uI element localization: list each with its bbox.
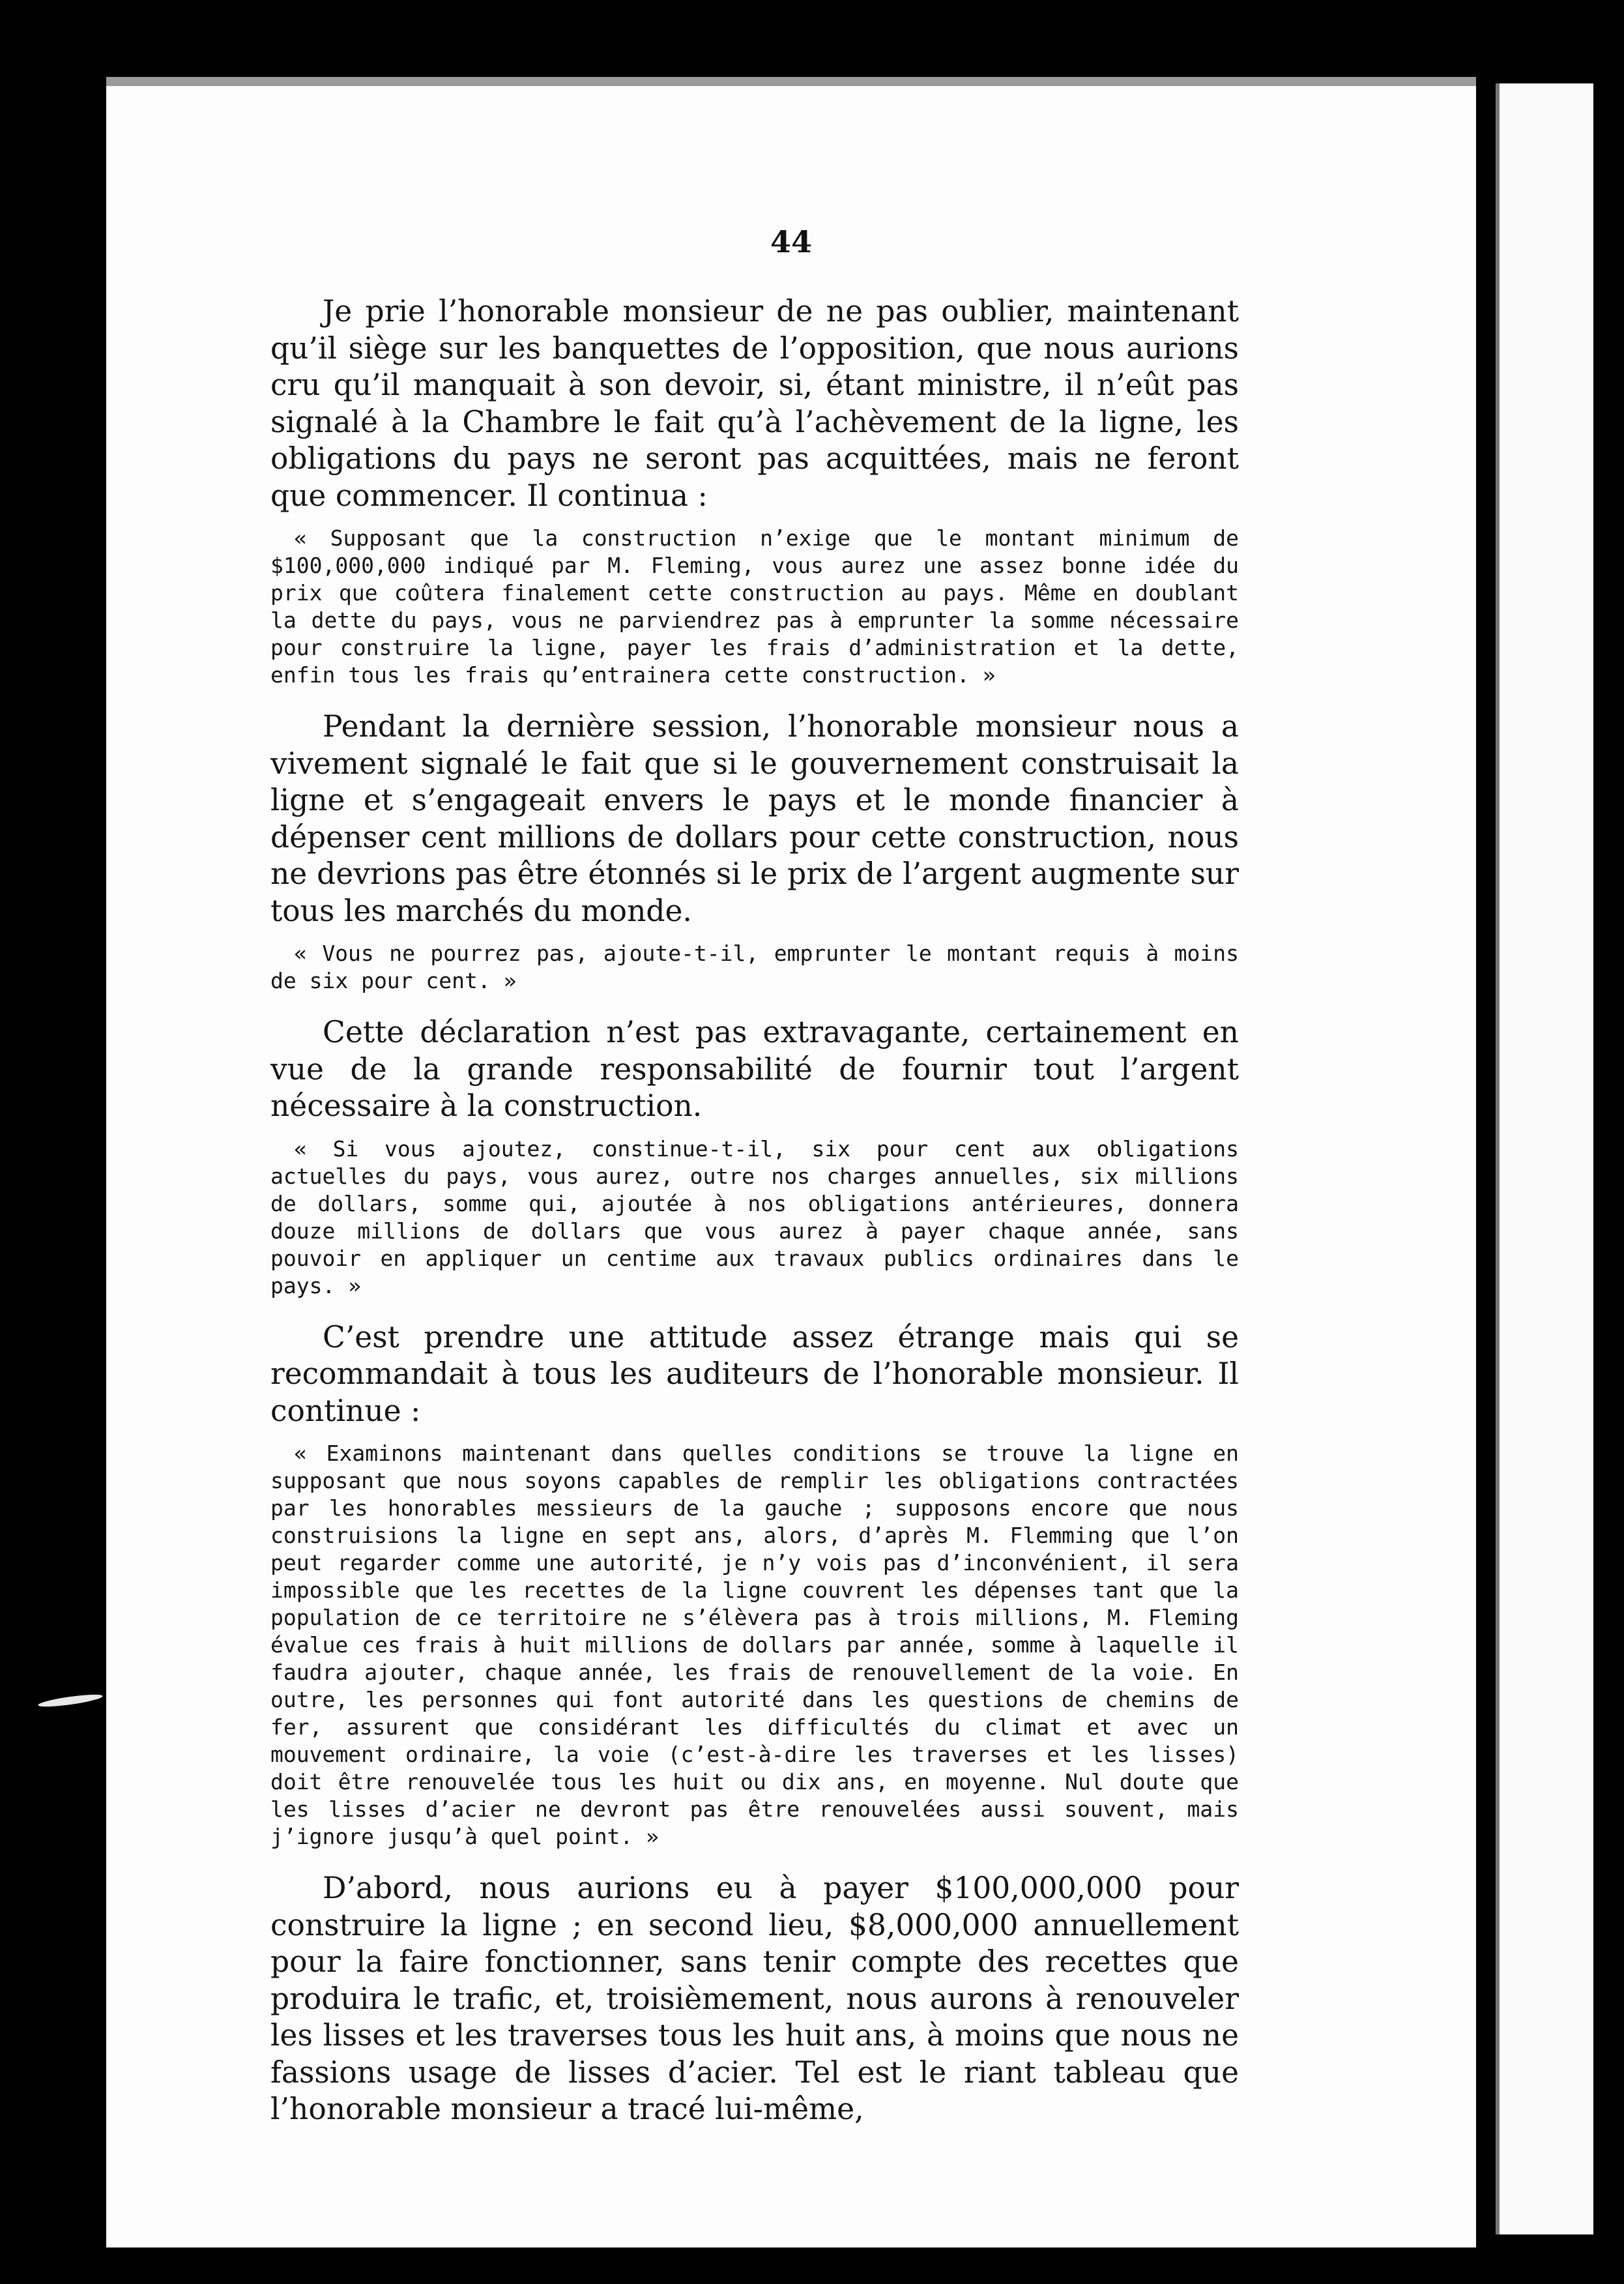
body-paragraph: C’est prendre une attitude assez étrange mais qui se recommandait à tous les auditeurs de l’honorable monsieur. Il continue : — [270, 1319, 1239, 1428]
body-paragraph: Cette déclaration n’est pas extravagante, certainement en vue de la grande responsabilité de fournir tout l’argent nécessaire à la construction. — [270, 1015, 1239, 1123]
page-number: 44 — [770, 224, 812, 259]
scan-speck — [38, 1692, 104, 1709]
page-sheet — [106, 77, 1476, 2247]
quoted-paragraph: « Examinons maintenant dans quelles conditions se trouve la ligne en supposant que nous soyons capables de remplir les obligations contractées par les honorables messieurs de la gauche ; supposons encore que nous construisions la ligne en sept ans, alors, d’après M. Flemming que l’on peut regarder comme une autorité, je n’y vois pas d’inconvénient, il sera impossible que les recettes de la ligne couvrent les dépenses tant que la population de ce territoire ne s’élèvera pas à trois millions, M. Fleming évalue ces frais à huit millions de dollars par année, somme à laquelle il faudra ajouter, chaque année, les frais de renouvellement de la voie. En outre, les personnes qui font autorité dans les questions de chemins de fer, assurent que considérant les difficultés du climat et avec un mouvement ordinaire, la voie (c’est-à-dire les traverses et les lisses) doit être renouvelée tous les huit ou dix ans, en moyenne. Nul doute que les lisses d’acier ne devront pas être renouvelées aussi souvent, mais j’ignore jusqu’à quel point. » — [270, 1441, 1239, 1849]
body-paragraph: Je prie l’honorable monsieur de ne pas oublier, maintenant qu’il siège sur les banquettes de l’opposition, que nous aurions cru qu’il manquait à son devoir, si, étant ministre, il n’eût pas signalé à la Chambre le fait qu’à l’achèvement de la ligne, les obligations du pays ne seront pas acquittées, mais ne feront que commencer. Il continua : — [270, 294, 1239, 513]
body-paragraph: D’abord, nous aurions eu à payer $100,000,000 pour construire la ligne ; en second lieu, $8,000,000 annuellement pour la faire fonctionner, sans tenir compte des recettes que produira le trafic, et, troisièmement, nous aurons à renouveler les lisses et les traverses tous les huit ans, à moins que nous ne fassions usage de lisses d’acier. Tel est le riant tableau que l’honorable monsieur a tracé lui-même, — [270, 1871, 1239, 2126]
quoted-paragraph: « Si vous ajoutez, constinue-t-il, six pour cent aux obligations actuelles du pays, vous aurez, outre nos charges annuelles, six millions de dollars, somme qui, ajoutée à nos obligations antérieures, donnera douze millions de dollars que vous aurez à payer chaque année, sans pouvoir en appliquer un centime aux travaux publics ordinaires dans le pays. » — [270, 1135, 1239, 1298]
quoted-paragraph: « Vous ne pourrez pas, ajoute-t-il, emprunter le montant requis à moins de six pour cent. » — [270, 941, 1239, 993]
quoted-paragraph: « Supposant que la construction n’exige que le montant minimum de $100,000,000 indiqué par M. Fleming, vous aurez une assez bonne idée du prix que coûtera finalement cette construction au pays. Même en doublant la dette du pays, vous ne parviendrez pas à emprunter la somme nécessaire pour construire la ligne, payer les frais d’administration et la dette, enfin tous les frais qu’entrainera cette construction. » — [270, 525, 1239, 688]
body-paragraph: Pendant la dernière session, l’honorable monsieur nous a vivement signalé le fait que si le gouvernement construisait la ligne et s’engageait envers le pays et le monde financier à dépenser cent millions de dollars pour cette construction, nous ne devrions pas être étonnés si le prix de l’argent augmente sur tous les marchés du monde. — [270, 709, 1239, 928]
adjacent-page-edge — [1496, 83, 1593, 2234]
text-column — [270, 293, 1239, 2141]
